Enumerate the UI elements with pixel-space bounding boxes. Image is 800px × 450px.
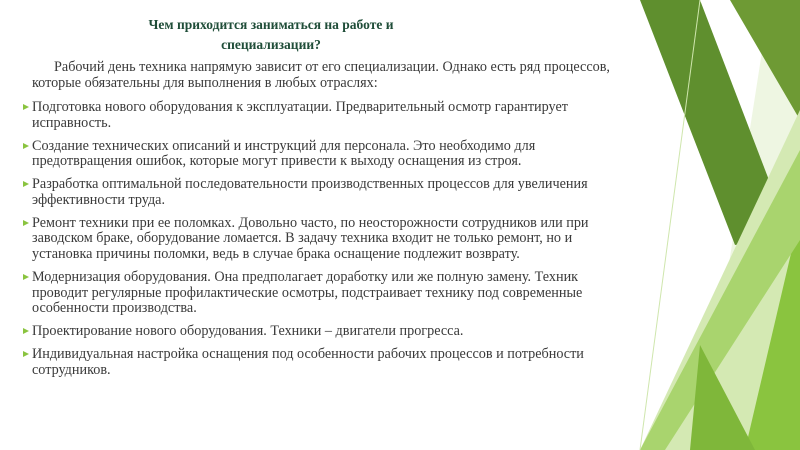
list-item-text: Ремонт техники при ее поломках. Довольно часто, по неосторожности сотрудников или при заводском браке, оборудование ломается. В задачу техника входит не только ремонт, но и установка причины поломки, ведь в случае брака оснащение подлежит возврату. <box>32 214 589 262</box>
list-item <box>0 139 640 170</box>
intro-paragraph: Рабочий день техника напрямую зависит от его специализации. Однако есть ряд процессов, которые обязательны для выполнения в любых отраслях: <box>32 59 610 91</box>
list-item <box>0 177 640 208</box>
list-item <box>0 347 640 378</box>
bullet-arrow-icon <box>23 181 29 187</box>
bullet-arrow-icon <box>23 143 29 149</box>
list-item <box>0 270 640 317</box>
bullet-list <box>0 100 640 386</box>
bullet-arrow-icon <box>23 104 29 110</box>
list-item <box>0 324 640 340</box>
list-item <box>0 216 640 263</box>
list-item-text: Подготовка нового оборудования к эксплуатации. Предварительный осмотр гарантирует исправность. <box>32 99 568 131</box>
slide-title: Чем приходится заниматься на работе и специализации? <box>148 17 394 52</box>
list-item-text: Создание технических описаний и инструкций для персонала. Это необходимо для предотвращения ошибок, которые могут привести к выходу оснащения из строя. <box>32 137 536 170</box>
bullet-arrow-icon <box>23 274 29 280</box>
list-item-text: Проектирование нового оборудования. Техники – двигатели прогресса. <box>32 323 464 340</box>
list-item-text: Модернизация оборудования. Она предполагает доработку или же полную замену. Техник проводит регулярные профилактические осмотры, подстраивает технику под современные особенности производства. <box>32 268 583 317</box>
list-item-text: Индивидуальная настройка оснащения под особенности рабочих процессов и потребности сотрудников. <box>32 346 584 378</box>
bullet-arrow-icon <box>23 220 29 226</box>
bullet-arrow-icon <box>23 328 29 334</box>
list-item <box>0 100 640 131</box>
list-item-text: Разработка оптимальной последовательности производственных процессов для увеличения эффективности труда. <box>32 176 588 208</box>
bullet-arrow-icon <box>23 351 29 357</box>
